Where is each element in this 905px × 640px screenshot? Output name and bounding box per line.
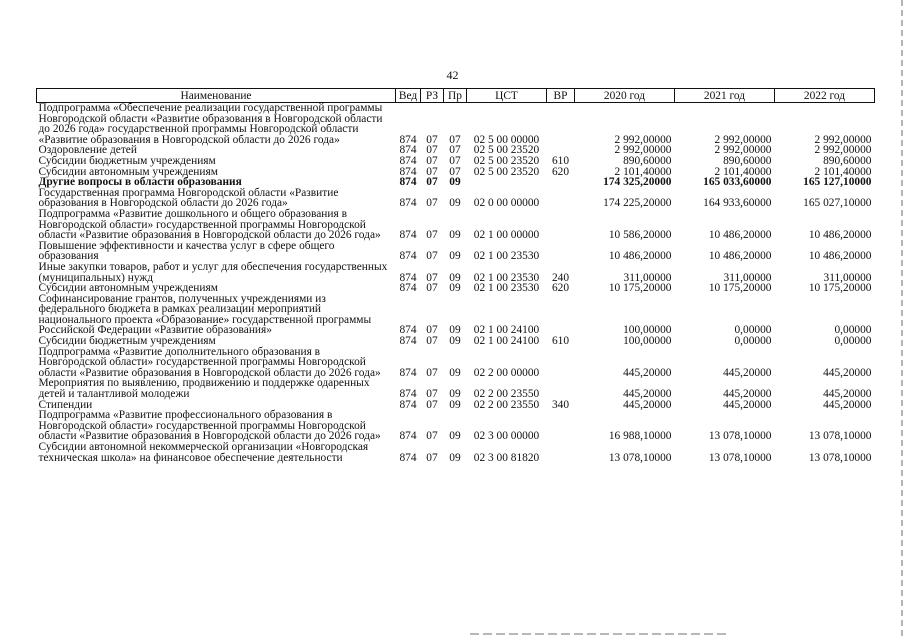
cell-name: Другие вопросы в области образования (38, 176, 242, 189)
table-row (37, 188, 875, 209)
column-header-rz: РЗ (421, 89, 444, 103)
cell-rz: 07 (426, 451, 438, 464)
cell-cst: 02 3 00 81820 (473, 451, 540, 464)
cell-rz: 07 (426, 324, 438, 337)
cell-y2020: 16 988,10000 (608, 430, 672, 443)
cell-name: Подпрограмма «Развитие профессионального образования в Новгородской области» государственной программы Новгородской области «Развитие образования в Новгородской области до 2026 года» (38, 409, 381, 443)
cell-y2021: 445,20000 (723, 388, 772, 401)
cell-name: Субсидии бюджетным учреждениям (38, 335, 216, 348)
cell-y2022: 445,20000 (823, 388, 872, 401)
column-header-cst: ЦСТ (467, 89, 547, 103)
cell-y2022: 13 078,10000 (808, 430, 872, 443)
cell-rz: 07 (426, 154, 438, 167)
cell-y2022: 311,00000 (823, 271, 872, 284)
cell-vr (547, 294, 575, 336)
page-number: 42 (446, 68, 459, 82)
budget-table (36, 88, 875, 463)
cell-y2020: 2 992,00000 (614, 144, 672, 157)
table-row (37, 262, 875, 283)
cell-ved: 874 (399, 250, 417, 263)
cell-y2020: 445,20000 (623, 366, 672, 379)
cell-y2020: 10 586,20000 (608, 229, 672, 242)
cell-name: Повышение эффективности и качества услуг в сфере общего образования (38, 239, 335, 263)
cell-pr: 09 (449, 366, 461, 379)
table-row (37, 410, 875, 442)
cell-y2021: 165 033,60000 (703, 176, 772, 189)
cell-y2020: 13 078,10000 (608, 451, 672, 464)
cell-y2020: 10 486,20000 (608, 250, 672, 263)
cell-pr: 09 (449, 324, 461, 337)
cell-rz: 07 (426, 133, 438, 146)
cell-y2020: 100,00000 (623, 324, 672, 337)
cell-cst: 02 1 00 23530 (473, 271, 540, 284)
cell-cst: 02 2 00 00000 (473, 366, 540, 379)
cell-rz: 07 (426, 229, 438, 242)
cell-pr: 09 (449, 176, 461, 189)
cell-y2020: 100,00000 (623, 335, 672, 348)
table-row (37, 156, 875, 167)
cell-y2021: 2 101,40000 (714, 165, 772, 178)
cell-rz: 07 (426, 197, 438, 210)
cell-y2021: 890,60000 (723, 154, 772, 167)
cell-y2020: 445,20000 (623, 388, 672, 401)
cell-cst: 02 2 00 23550 (473, 398, 540, 411)
cell-rz: 07 (426, 335, 438, 348)
cell-y2022: 2 101,40000 (814, 165, 872, 178)
cell-pr: 09 (449, 388, 461, 401)
cell-cst (467, 177, 547, 188)
column-header-2021: 2021 год (675, 89, 775, 103)
cell-y2021: 0,00000 (734, 335, 772, 348)
cell-y2021: 13 078,10000 (708, 430, 772, 443)
cell-vr: 620 (551, 165, 570, 178)
cell-y2021: 13 078,10000 (708, 451, 772, 464)
cell-name: Подпрограмма «Обеспечение реализации государственной программы Новгородской области «Развитие образования в Новгородской области до 2026 года» государственной программы Новгородской области «Развитие образования в Новгородской области до 2026 года» (38, 102, 383, 146)
cell-y2021: 311,00000 (723, 271, 772, 284)
column-header-2022: 2022 год (775, 89, 875, 103)
cell-y2021: 445,20000 (723, 398, 772, 411)
cell-y2022: 10 486,20000 (808, 229, 872, 242)
cell-cst: 02 0 00 00000 (473, 197, 540, 210)
cell-cst: 02 5 00 23520 (473, 144, 540, 157)
cell-ved: 874 (399, 282, 417, 295)
cell-ved: 874 (399, 197, 417, 210)
column-header-pr: Пр (444, 89, 467, 103)
cell-name: Субсидии автономным учреждениям (38, 282, 218, 295)
cell-rz: 07 (426, 176, 438, 189)
cell-rz: 07 (426, 430, 438, 443)
cell-rz: 07 (426, 144, 438, 157)
cell-name: Субсидии бюджетным учреждениям (38, 154, 216, 167)
cell-pr: 09 (449, 398, 461, 411)
cell-rz: 07 (426, 165, 438, 178)
cell-pr: 09 (449, 335, 461, 348)
table-body (37, 103, 875, 464)
cell-cst: 02 5 00 23520 (473, 165, 540, 178)
cell-y2020: 890,60000 (623, 154, 672, 167)
cell-name: Оздоровление детей (38, 144, 137, 157)
cell-y2022: 0,00000 (834, 324, 872, 337)
cell-y2020: 174 225,20000 (603, 197, 672, 210)
cell-rz: 07 (426, 271, 438, 284)
cell-vr (547, 378, 575, 399)
cell-vr (547, 177, 575, 188)
cell-y2020: 2 992,00000 (614, 133, 672, 146)
cell-rz: 07 (426, 282, 438, 295)
cell-name: Иные закупки товаров, работ и услуг для обеспечения государственных (муниципальных) нужд (38, 260, 388, 284)
cell-vr (547, 442, 575, 463)
cell-pr: 07 (449, 133, 461, 146)
cell-pr: 09 (449, 250, 461, 263)
cell-y2022: 10 486,20000 (808, 250, 872, 263)
cell-cst: 02 1 00 23530 (473, 250, 540, 263)
cell-pr: 09 (449, 271, 461, 284)
cell-name: Подпрограмма «Развитие дополнительного образования в Новгородской области» государственной программы Новгородской области «Развитие образования в Новгородской области до 2026 года» (38, 345, 381, 379)
cell-y2022: 2 992,00000 (814, 144, 872, 157)
table-row (37, 442, 875, 463)
cell-ved: 874 (399, 324, 417, 337)
cell-y2020: 311,00000 (623, 271, 672, 284)
scan-edge-mark (901, 0, 903, 640)
cell-cst: 02 5 00 23520 (473, 154, 540, 167)
cell-name: Подпрограмма «Развитие дошкольного и общего образования в Новгородской области» государственной программы Новгородской области «Развитие образования в Новгородской области до 2026 года» (38, 207, 381, 242)
column-header-name: Наименование (37, 89, 396, 103)
cell-ved: 874 (399, 133, 417, 146)
cell-cst: 02 1 00 24100 (473, 324, 540, 337)
table-row (37, 347, 875, 379)
cell-ved: 874 (399, 165, 417, 178)
cell-vr: 340 (551, 398, 570, 411)
cell-ved: 874 (399, 144, 417, 157)
cell-vr (547, 410, 575, 442)
cell-y2021: 10 175,20000 (708, 282, 772, 295)
cell-y2021: 445,20000 (723, 366, 772, 379)
table-row (37, 241, 875, 262)
cell-ved: 874 (399, 398, 417, 411)
cell-y2021: 2 992,00000 (714, 133, 772, 146)
cell-pr: 09 (449, 229, 461, 242)
cell-pr: 09 (449, 451, 461, 464)
cell-cst: 02 1 00 00000 (473, 229, 540, 242)
table-row (37, 378, 875, 399)
cell-ved: 874 (399, 229, 417, 242)
cell-name: Софинансирование грантов, полученных учреждениями из федерального бюджета в рамках реализации мероприятий национального проекта «Образование» государственной программы Российской Федерации «Развитие образования» (38, 292, 372, 337)
cell-vr (547, 103, 575, 146)
cell-name: Государственная программа Новгородской области «Развитие образования в Новгородской области до 2026 года» (38, 186, 339, 210)
cell-ved: 874 (399, 366, 417, 379)
cell-y2020: 10 175,20000 (608, 282, 672, 295)
cell-cst: 02 5 00 00000 (473, 133, 540, 146)
cell-pr: 07 (449, 165, 461, 178)
cell-y2021: 0,00000 (734, 324, 772, 337)
cell-name: Стипендии (38, 398, 93, 411)
cell-y2022: 10 175,20000 (808, 282, 872, 295)
cell-rz: 07 (426, 388, 438, 401)
cell-cst: 02 2 00 23550 (473, 388, 540, 401)
cell-name: Мероприятия по выявлению, продвижению и поддержке одаренных детей и талантливой молодежи (38, 377, 370, 401)
cell-pr: 09 (449, 282, 461, 295)
cell-ved: 874 (399, 271, 417, 284)
cell-y2022: 445,20000 (823, 398, 872, 411)
cell-cst: 02 1 00 23530 (473, 282, 540, 295)
cell-ved: 874 (399, 451, 417, 464)
cell-rz: 07 (426, 366, 438, 379)
cell-ved: 874 (399, 388, 417, 401)
cell-vr: 610 (551, 335, 570, 348)
cell-vr: 620 (551, 282, 570, 295)
cell-vr (547, 188, 575, 209)
cell-ved: 874 (399, 335, 417, 348)
cell-vr: 240 (551, 271, 570, 284)
cell-y2020: 445,20000 (623, 398, 672, 411)
cell-rz: 07 (426, 398, 438, 411)
cell-ved: 874 (399, 176, 417, 189)
cell-y2022: 165 027,10000 (803, 197, 872, 210)
cell-pr: 09 (449, 197, 461, 210)
cell-rz: 07 (426, 250, 438, 263)
cell-vr (547, 347, 575, 379)
cell-vr (547, 209, 575, 241)
cell-y2022: 2 992,00000 (814, 133, 872, 146)
scan-bottom-mark (470, 633, 730, 635)
cell-y2022: 445,20000 (823, 366, 872, 379)
cell-y2022: 165 127,10000 (803, 176, 872, 189)
cell-name: Субсидии автономным учреждениям (38, 165, 218, 178)
column-header-2020: 2020 год (575, 89, 675, 103)
cell-y2020: 174 325,20000 (603, 176, 672, 189)
cell-pr: 09 (449, 430, 461, 443)
cell-y2022: 13 078,10000 (808, 451, 872, 464)
cell-cst: 02 3 00 00000 (473, 430, 540, 443)
column-header-vr: ВР (547, 89, 575, 103)
table-row (37, 103, 875, 146)
column-header-ved: Вед (396, 89, 421, 103)
cell-name: Субсидии автономной некоммерческой организации «Новгородская техническая школа» на финансовое обеспечение деятельности (38, 441, 369, 464)
cell-y2022: 890,60000 (823, 154, 872, 167)
cell-y2021: 2 992,00000 (714, 144, 772, 157)
cell-ved: 874 (399, 154, 417, 167)
cell-pr: 07 (449, 144, 461, 157)
cell-vr (547, 241, 575, 262)
cell-pr: 07 (449, 154, 461, 167)
table-row (37, 209, 875, 241)
cell-y2021: 164 933,60000 (703, 197, 772, 210)
cell-y2022: 0,00000 (834, 335, 872, 348)
cell-ved: 874 (399, 430, 417, 443)
cell-y2021: 10 486,20000 (708, 250, 772, 263)
cell-vr: 610 (551, 154, 570, 167)
cell-y2021: 10 486,20000 (708, 229, 772, 242)
cell-y2020: 2 101,40000 (614, 165, 672, 178)
table-header-row (37, 89, 875, 103)
table-row (37, 294, 875, 336)
cell-cst: 02 1 00 24100 (473, 335, 540, 348)
